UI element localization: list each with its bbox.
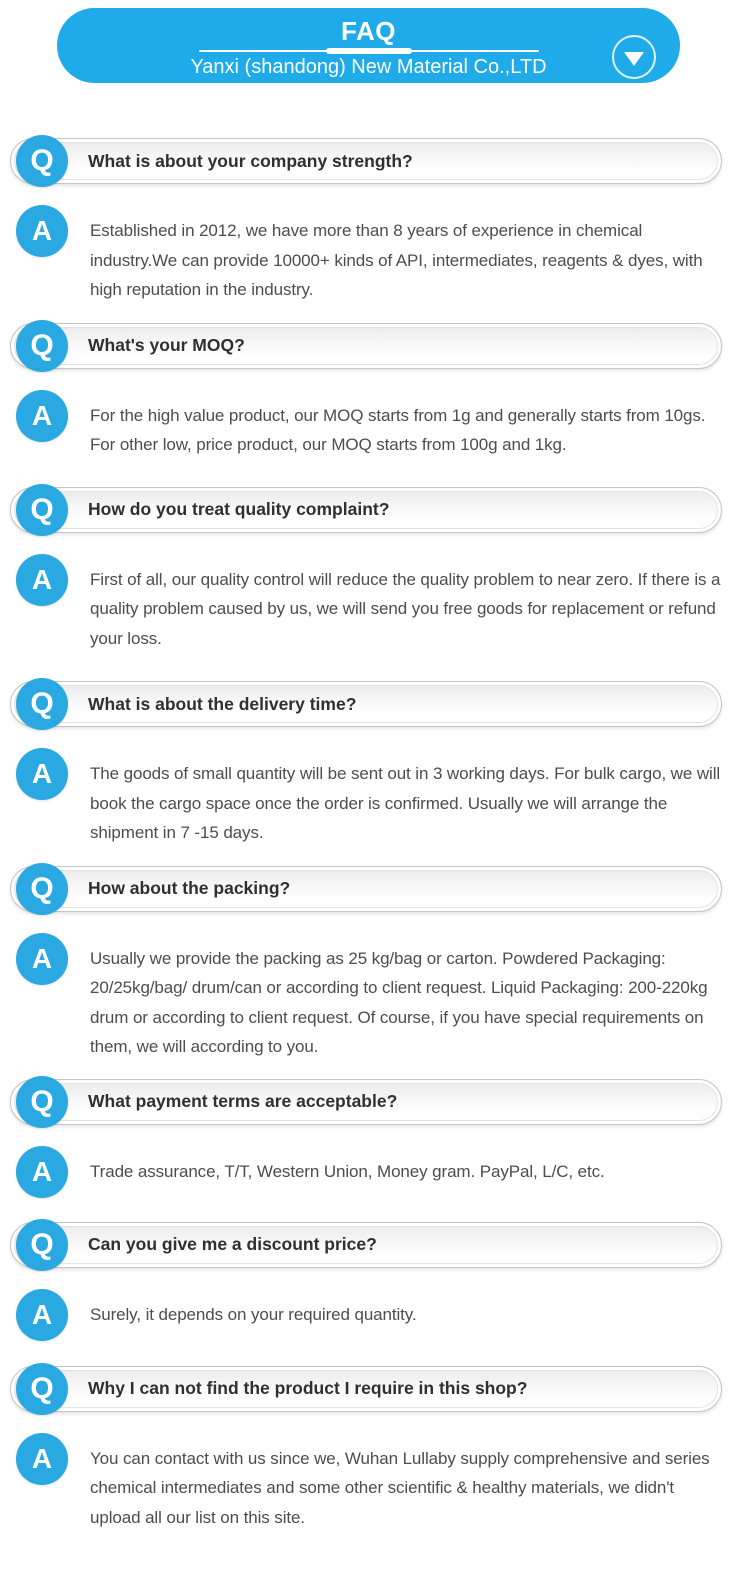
a-letter: A xyxy=(31,1155,53,1187)
answer-badge xyxy=(16,1146,68,1198)
faq-item xyxy=(0,320,750,460)
a-letter: A xyxy=(31,942,53,974)
answer-badge xyxy=(16,748,68,800)
question-pill xyxy=(10,487,722,533)
question-row[interactable] xyxy=(0,320,750,372)
answer-badge xyxy=(16,390,68,442)
faq-item xyxy=(0,1076,750,1198)
question-row[interactable] xyxy=(0,135,750,187)
question-row[interactable] xyxy=(0,1076,750,1128)
question-row[interactable] xyxy=(0,1219,750,1271)
question-row[interactable] xyxy=(0,1363,750,1415)
faq-item xyxy=(0,1363,750,1533)
q-letter: Q xyxy=(30,144,54,177)
question-text: How do you treat quality complaint? xyxy=(88,499,390,519)
question-pill-inner xyxy=(14,1083,718,1121)
question-badge xyxy=(16,1219,68,1271)
question-pill-inner xyxy=(14,142,718,180)
answer-row xyxy=(0,1289,750,1341)
scroll-down-button[interactable] xyxy=(612,35,656,79)
a-letter: A xyxy=(31,399,53,431)
q-letter: Q xyxy=(30,871,54,905)
a-letter: A xyxy=(31,563,53,595)
question-text: What payment terms are acceptable? xyxy=(88,1091,398,1111)
question-pill-inner xyxy=(14,1370,718,1408)
faq-item xyxy=(0,484,750,654)
faq-item xyxy=(0,1219,750,1341)
answer-text: Established in 2012, we have more than 8 years of experience in chemical industry.We can provide 10000+ kinds of API, intermediates, reagents & dyes, with high reputation in the industry. xyxy=(90,221,703,299)
question-pill-inner xyxy=(14,1226,718,1264)
question-text: What's your MOQ? xyxy=(88,335,245,355)
faq-header-banner xyxy=(57,8,680,83)
question-pill-inner xyxy=(14,870,718,908)
q-letter: Q xyxy=(30,1227,54,1261)
question-text: What is about the delivery time? xyxy=(88,693,357,714)
company-name: Yanxi (shandong) New Material Co.,LTD xyxy=(190,56,547,78)
question-row[interactable] xyxy=(0,863,750,915)
q-letter: Q xyxy=(30,1371,54,1405)
q-letter: Q xyxy=(30,687,54,720)
a-letter: A xyxy=(31,215,53,246)
header-divider xyxy=(199,48,539,54)
answer-badge xyxy=(16,205,68,257)
answer-row xyxy=(0,1433,750,1533)
question-pill xyxy=(10,1366,722,1412)
answer-badge xyxy=(16,1433,68,1485)
answer-badge xyxy=(16,933,68,985)
faq-page xyxy=(0,8,750,1532)
answer-text: Usually we provide the packing as 25 kg/bag or carton. Powdered Packaging: 20/25kg/bag/ drum/can or according to client request. Liquid Packaging: 200-220kg drum or according to client request. Of course, if you have special requirements on them, we will according to you. xyxy=(90,948,708,1056)
question-text: Why I can not find the product I require in this shop? xyxy=(88,1378,528,1398)
divider-thick-bar xyxy=(326,48,412,54)
question-text: Can you give me a discount price? xyxy=(88,1234,377,1254)
q-letter: Q xyxy=(30,1084,54,1118)
question-text: What is about your company strength? xyxy=(88,150,413,171)
answer-text: For the high value product, our MOQ starts from 1g and generally starts from 10gs. For other low, price product, our MOQ starts from 100g and 1kg. xyxy=(90,405,706,454)
question-text: How about the packing? xyxy=(88,878,291,898)
page-title: FAQ xyxy=(341,16,396,46)
answer-text: Surely, it depends on your required quantity. xyxy=(90,1304,417,1324)
q-letter: Q xyxy=(30,492,54,526)
question-pill xyxy=(10,323,722,369)
answer-text: Trade assurance, T/T, Western Union, Money gram. PayPal, L/C, etc. xyxy=(90,1161,605,1181)
answer-text: First of all, our quality control will reduce the quality problem to near zero. If there is a quality problem caused by us, we will send you free goods for replacement or refund your loss. xyxy=(90,569,721,648)
faq-item xyxy=(0,135,750,305)
answer-row xyxy=(0,748,750,848)
faq-item xyxy=(0,678,750,848)
q-letter: Q xyxy=(30,328,54,362)
question-badge xyxy=(16,1076,68,1128)
question-pill-inner xyxy=(14,327,718,365)
answer-text: The goods of small quantity will be sent out in 3 working days. For bulk cargo, we will book the cargo space once the order is confirmed. Usually we will arrange the shipment in 7 -15 days. xyxy=(90,764,721,842)
question-row[interactable] xyxy=(0,484,750,536)
answer-row xyxy=(0,390,750,460)
answer-row xyxy=(0,554,750,654)
a-letter: A xyxy=(31,758,53,789)
answer-row xyxy=(0,205,750,305)
question-pill xyxy=(10,681,722,727)
question-pill xyxy=(10,866,722,912)
question-pill-inner xyxy=(14,491,718,529)
question-badge xyxy=(16,863,68,915)
answer-text: You can contact with us since we, Wuhan Lullaby supply comprehensive and series chemical intermediates and some other scientific & healthy materials, we didn't upload all our list on this site. xyxy=(90,1448,710,1527)
question-pill xyxy=(10,1079,722,1125)
triangle-down-icon xyxy=(624,52,644,66)
question-badge xyxy=(16,135,68,187)
faq-item xyxy=(0,863,750,1062)
question-badge xyxy=(16,484,68,536)
question-pill xyxy=(10,138,722,184)
question-pill xyxy=(10,1222,722,1268)
a-letter: A xyxy=(31,1298,53,1330)
a-letter: A xyxy=(31,1442,53,1474)
question-pill-inner xyxy=(14,685,718,723)
question-row[interactable] xyxy=(0,678,750,730)
question-badge xyxy=(16,320,68,372)
answer-badge xyxy=(16,1289,68,1341)
answer-row xyxy=(0,1146,750,1198)
answer-row xyxy=(0,933,750,1062)
faq-list xyxy=(0,83,750,1532)
question-badge xyxy=(16,678,68,730)
question-badge xyxy=(16,1363,68,1415)
answer-badge xyxy=(16,554,68,606)
